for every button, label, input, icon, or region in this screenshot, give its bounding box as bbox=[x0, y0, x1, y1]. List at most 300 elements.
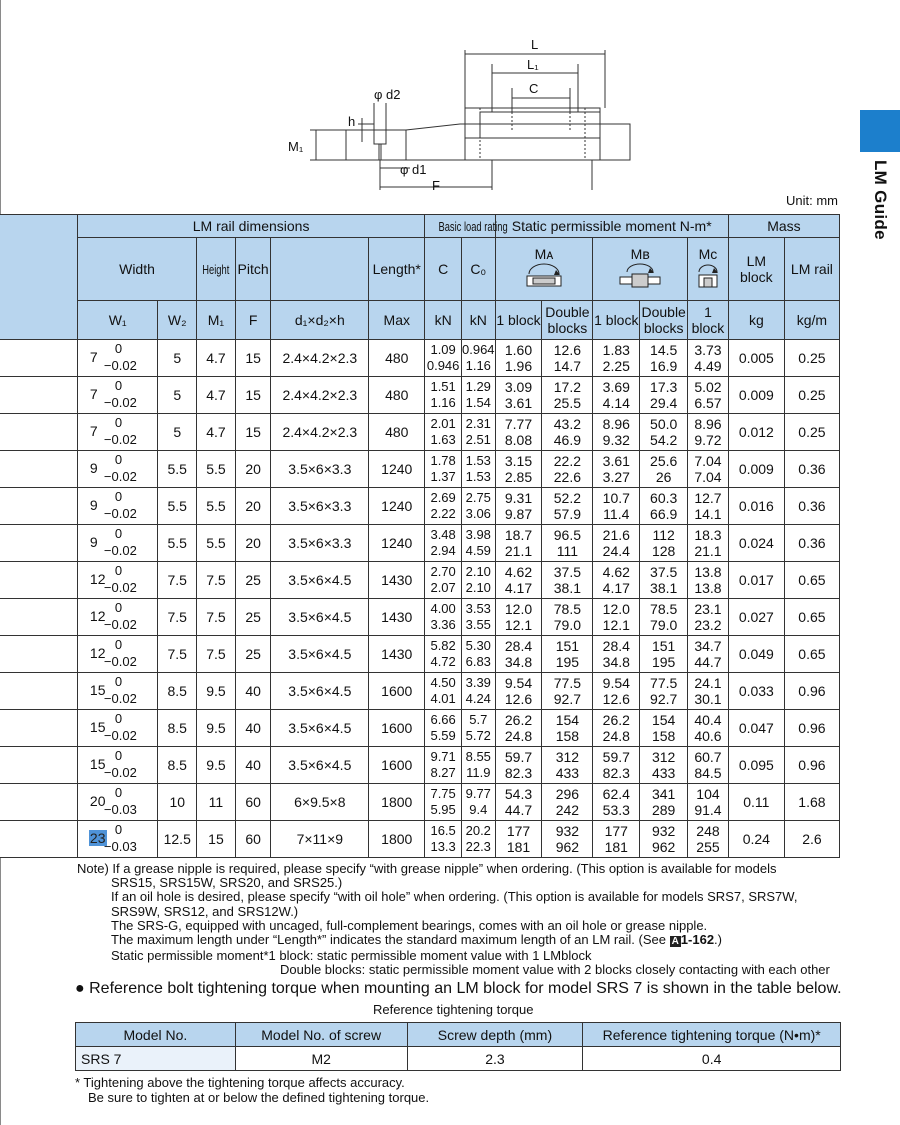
mc-value: 255 bbox=[696, 839, 720, 855]
mb1-value: 12.6 bbox=[602, 691, 630, 707]
cell-ma2 bbox=[542, 784, 593, 821]
mb2-value: 433 bbox=[651, 765, 676, 781]
ma2-value: 22.2 bbox=[553, 453, 582, 469]
mb2-value: 79.0 bbox=[650, 617, 678, 633]
c-value: 9.71 bbox=[430, 749, 456, 764]
c0-value: 1.29 bbox=[465, 379, 491, 394]
note-line: The maximum length under “Length*” indicates the standard maximum length of an LM rail. (See A 1-162.) bbox=[111, 932, 722, 948]
mb-one-block: 1 block bbox=[593, 301, 640, 340]
cell-m1: 7.5 bbox=[197, 636, 236, 673]
cell-ma1 bbox=[495, 377, 542, 414]
mc-value: 14.1 bbox=[694, 506, 722, 522]
cell-c bbox=[425, 784, 462, 821]
cell-ma1 bbox=[495, 636, 542, 673]
table-row bbox=[0, 821, 840, 858]
ma1-value: 7.77 bbox=[504, 416, 533, 432]
cell-f: 20 bbox=[235, 525, 271, 562]
mb1-value: 3.69 bbox=[602, 379, 630, 395]
sym-d: d₁×d₂×h bbox=[271, 301, 369, 340]
cell-block: 0.047 bbox=[728, 710, 784, 747]
cell-w2: 7.5 bbox=[158, 636, 197, 673]
ma1-value: 28.4 bbox=[504, 638, 533, 654]
mc-value: 104 bbox=[696, 786, 720, 802]
cell-max: 1240 bbox=[369, 451, 425, 488]
dim-L1: L₁ bbox=[527, 57, 539, 72]
cell-mc bbox=[688, 747, 729, 784]
cell-c0 bbox=[461, 525, 495, 562]
cell-w2: 5 bbox=[158, 340, 197, 377]
cell-mb2 bbox=[640, 636, 688, 673]
cell-mb2 bbox=[640, 562, 688, 599]
cell-block: 0.11 bbox=[728, 784, 784, 821]
torque-header-model: Model No. bbox=[76, 1023, 236, 1047]
cell-c bbox=[425, 636, 462, 673]
c-value: 16.5 bbox=[430, 823, 456, 838]
cell-w1 bbox=[77, 340, 157, 377]
section-tab[interactable] bbox=[860, 110, 900, 152]
row-stub bbox=[0, 599, 77, 636]
ma1-value: 8.08 bbox=[504, 432, 533, 448]
notes-block bbox=[77, 862, 877, 978]
cell-ma1 bbox=[495, 525, 542, 562]
mb2-value: 60.3 bbox=[650, 490, 678, 506]
cell-f: 20 bbox=[235, 451, 271, 488]
mb1-value: 10.7 bbox=[602, 490, 630, 506]
cell-c0 bbox=[461, 377, 495, 414]
tol-upper: 0 bbox=[114, 452, 123, 467]
cell-block: 0.095 bbox=[728, 747, 784, 784]
mb1-value: 9.32 bbox=[602, 432, 630, 448]
row-stub bbox=[0, 488, 77, 525]
row-stub bbox=[0, 525, 77, 562]
mb1-value: 11.4 bbox=[603, 506, 630, 522]
cell-ma2 bbox=[542, 747, 593, 784]
cell-ma2 bbox=[542, 710, 593, 747]
c0-value: 0.964 bbox=[462, 342, 495, 357]
cell-c0 bbox=[461, 562, 495, 599]
cell-m1: 4.7 bbox=[197, 414, 236, 451]
cell-d: 7×11×9 bbox=[271, 821, 369, 858]
header-C: C bbox=[425, 238, 462, 301]
mb2-value: 38.1 bbox=[650, 580, 678, 596]
table-row bbox=[0, 710, 840, 747]
ma1-value: 3.15 bbox=[504, 453, 533, 469]
cell-max: 480 bbox=[369, 377, 425, 414]
torque-cell-screw: M2 bbox=[235, 1047, 407, 1071]
cell-w2: 7.5 bbox=[158, 562, 197, 599]
mc-value: 30.1 bbox=[694, 691, 722, 707]
cell-c0 bbox=[461, 340, 495, 377]
cell-mc bbox=[688, 821, 729, 858]
cell-c bbox=[425, 599, 462, 636]
cell-w2: 10 bbox=[158, 784, 197, 821]
cell-c0 bbox=[461, 451, 495, 488]
cell-mb1 bbox=[593, 525, 640, 562]
c-value: 4.01 bbox=[430, 691, 456, 706]
w1-value: 12 bbox=[89, 571, 106, 587]
mb2-value: 151 bbox=[651, 638, 676, 654]
mc-value: 13.8 bbox=[694, 564, 722, 580]
table-row bbox=[0, 747, 840, 784]
cell-mb2 bbox=[640, 747, 688, 784]
ma2-value: 46.9 bbox=[553, 432, 582, 448]
cell-m1: 4.7 bbox=[197, 340, 236, 377]
cell-c0 bbox=[461, 784, 495, 821]
c-value: 5.82 bbox=[430, 638, 456, 653]
dim-C: C bbox=[529, 81, 539, 96]
cell-rail: 1.68 bbox=[784, 784, 839, 821]
tol-lower: −0.02 bbox=[103, 691, 137, 706]
mc-value: 7.04 bbox=[694, 469, 722, 485]
cell-ma2 bbox=[542, 414, 593, 451]
unit-kgm: kg/m bbox=[784, 301, 839, 340]
header-mass: Mass bbox=[728, 215, 839, 238]
cell-c0 bbox=[461, 747, 495, 784]
cell-mb1 bbox=[593, 747, 640, 784]
cell-mb1 bbox=[593, 710, 640, 747]
tol-lower: −0.02 bbox=[103, 358, 137, 373]
header-blank bbox=[271, 238, 369, 301]
mb2-value: 112 bbox=[652, 527, 675, 543]
ma2-value: 14.7 bbox=[553, 358, 582, 374]
mc-value: 12.7 bbox=[694, 490, 722, 506]
ma-one-block: 1 block bbox=[495, 301, 542, 340]
mb1-value: 21.6 bbox=[602, 527, 630, 543]
cell-ma1 bbox=[495, 599, 542, 636]
mb1-value: 1.83 bbox=[602, 342, 630, 358]
cell-ma2 bbox=[542, 562, 593, 599]
tol-upper: 0 bbox=[114, 674, 123, 689]
ma2-value: 43.2 bbox=[553, 416, 582, 432]
torque-cell-torque: 0.4 bbox=[583, 1047, 841, 1071]
c-value: 4.50 bbox=[430, 675, 456, 690]
c0-value: 2.10 bbox=[465, 564, 491, 579]
cell-mb1 bbox=[593, 784, 640, 821]
cell-w2: 5 bbox=[158, 414, 197, 451]
ma2-value: 38.1 bbox=[553, 580, 582, 596]
cell-mc bbox=[688, 599, 729, 636]
mc-value: 44.7 bbox=[694, 654, 722, 670]
cell-f: 40 bbox=[235, 673, 271, 710]
cell-f: 15 bbox=[235, 414, 271, 451]
note-line: Static permissible moment*1 block: static permissible moment value with 1 LMblock bbox=[111, 948, 592, 964]
cell-f: 25 bbox=[235, 636, 271, 673]
c-value: 2.01 bbox=[430, 416, 456, 431]
c-value: 2.69 bbox=[430, 490, 456, 505]
c0-value: 1.53 bbox=[465, 453, 491, 468]
cell-w1 bbox=[77, 673, 157, 710]
ma2-value: 78.5 bbox=[553, 601, 582, 617]
dim-F: F bbox=[432, 178, 440, 193]
mc-value: 3.73 bbox=[694, 342, 722, 358]
tol-lower: −0.03 bbox=[103, 802, 137, 817]
cell-w1 bbox=[77, 747, 157, 784]
cell-rail: 0.65 bbox=[784, 562, 839, 599]
cell-ma2 bbox=[542, 525, 593, 562]
c0-value: 8.55 bbox=[465, 749, 491, 764]
ma2-value: 77.5 bbox=[553, 675, 582, 691]
footnote-line: Be sure to tighten at or below the defined tightening torque. bbox=[88, 1089, 430, 1105]
cell-c0 bbox=[461, 710, 495, 747]
dim-M1: M₁ bbox=[288, 139, 304, 154]
ma2-value: 242 bbox=[555, 802, 580, 818]
header-MA: Mᴀ bbox=[495, 238, 593, 301]
cell-d: 3.5×6×3.3 bbox=[271, 488, 369, 525]
mc-value: 248 bbox=[696, 823, 720, 839]
cell-mc bbox=[688, 451, 729, 488]
mb2-value: 77.5 bbox=[650, 675, 678, 691]
w1-value: 9 bbox=[89, 497, 98, 513]
ma2-value: 195 bbox=[555, 654, 580, 670]
tol-upper: 0 bbox=[114, 822, 123, 837]
cell-mb2 bbox=[640, 340, 688, 377]
cell-w1 bbox=[77, 414, 157, 451]
cell-mc bbox=[688, 414, 729, 451]
c-value: 5.95 bbox=[430, 802, 456, 817]
cell-m1: 7.5 bbox=[197, 599, 236, 636]
tol-lower: −0.02 bbox=[103, 506, 137, 521]
cell-mc bbox=[688, 377, 729, 414]
ma2-value: 12.6 bbox=[553, 342, 582, 358]
c-value: 13.3 bbox=[430, 839, 456, 854]
mb1-value: 82.3 bbox=[602, 765, 630, 781]
w1-value: 7 bbox=[89, 423, 98, 439]
c-value: 3.48 bbox=[430, 527, 456, 542]
mb2-value: 932 bbox=[651, 823, 676, 839]
mb1-value: 181 bbox=[604, 839, 628, 855]
ma-rotation-icon bbox=[519, 262, 569, 290]
ma2-value: 932 bbox=[555, 823, 580, 839]
cell-w1 bbox=[77, 821, 157, 858]
mb2-value: 66.9 bbox=[650, 506, 678, 522]
mb2-value: 154 bbox=[651, 712, 676, 728]
cell-mb1 bbox=[593, 414, 640, 451]
mb2-value: 37.5 bbox=[650, 564, 678, 580]
footnote-block bbox=[75, 1076, 429, 1105]
header-height: Height bbox=[197, 238, 236, 301]
ma1-value: 54.3 bbox=[504, 786, 533, 802]
tol-lower: −0.02 bbox=[103, 654, 137, 669]
tol-lower: −0.03 bbox=[103, 839, 137, 854]
table-row bbox=[0, 599, 840, 636]
section-tab-label: LM Guide bbox=[871, 160, 890, 240]
cell-ma2 bbox=[542, 340, 593, 377]
cell-w1 bbox=[77, 636, 157, 673]
mb2-value: 195 bbox=[651, 654, 676, 670]
cell-w1 bbox=[77, 488, 157, 525]
mc-value: 24.1 bbox=[694, 675, 722, 691]
tol-lower: −0.02 bbox=[103, 728, 137, 743]
page-ref-link[interactable]: 1-162 bbox=[680, 932, 715, 948]
note-line: The SRS-G, equipped with uncaged, full-complement bearings, comes with an oil hole or grease nipple. bbox=[111, 917, 708, 933]
table-row bbox=[0, 414, 840, 451]
cell-m1: 15 bbox=[197, 821, 236, 858]
row-stub bbox=[0, 747, 77, 784]
cell-rail: 0.36 bbox=[784, 488, 839, 525]
cell-block: 0.009 bbox=[728, 377, 784, 414]
tol-upper: 0 bbox=[114, 489, 123, 504]
w1-value: 23 bbox=[89, 830, 106, 846]
ma1-value: 9.31 bbox=[504, 490, 533, 506]
row-stub bbox=[0, 821, 77, 858]
w1-value: 12 bbox=[89, 608, 106, 624]
cell-ma2 bbox=[542, 451, 593, 488]
table-row bbox=[0, 525, 840, 562]
header-length: Length* bbox=[369, 238, 425, 301]
note-line: Note) If a grease nipple is required, please specify “with grease nipple” when ordering. (This option is available for models bbox=[77, 861, 777, 876]
cell-mc bbox=[688, 784, 729, 821]
mb2-value: 289 bbox=[651, 802, 676, 818]
ma2-value: 154 bbox=[555, 712, 580, 728]
cell-f: 60 bbox=[235, 784, 271, 821]
ma1-value: 18.7 bbox=[504, 527, 533, 543]
cell-c bbox=[425, 340, 462, 377]
cell-ma1 bbox=[495, 821, 542, 858]
cell-c0 bbox=[461, 821, 495, 858]
cell-m1: 5.5 bbox=[197, 451, 236, 488]
cell-c0 bbox=[461, 488, 495, 525]
cell-c0 bbox=[461, 673, 495, 710]
cell-c0 bbox=[461, 414, 495, 451]
mb1-value: 34.8 bbox=[602, 654, 630, 670]
sym-max: Max bbox=[369, 301, 425, 340]
ma2-value: 151 bbox=[555, 638, 580, 654]
ma1-value: 3.61 bbox=[504, 395, 533, 411]
cell-w2: 5.5 bbox=[158, 488, 197, 525]
cell-m1: 9.5 bbox=[197, 747, 236, 784]
mc-value: 34.7 bbox=[694, 638, 722, 654]
mb1-value: 24.8 bbox=[602, 728, 630, 744]
c0-value: 9.4 bbox=[469, 802, 488, 817]
ma2-value: 111 bbox=[556, 543, 579, 559]
row-stub bbox=[0, 636, 77, 673]
ma2-value: 57.9 bbox=[553, 506, 582, 522]
unit-kg: kg bbox=[728, 301, 784, 340]
mc-value: 23.2 bbox=[694, 617, 722, 633]
cell-c bbox=[425, 821, 462, 858]
cell-block: 0.24 bbox=[728, 821, 784, 858]
tol-lower: −0.02 bbox=[103, 469, 137, 484]
cell-m1: 7.5 bbox=[197, 562, 236, 599]
cell-m1: 4.7 bbox=[197, 377, 236, 414]
cell-max: 1430 bbox=[369, 562, 425, 599]
cell-c bbox=[425, 747, 462, 784]
cell-mb2 bbox=[640, 377, 688, 414]
cell-mb1 bbox=[593, 673, 640, 710]
c0-value: 1.53 bbox=[465, 469, 491, 484]
cell-d: 3.5×6×3.3 bbox=[271, 451, 369, 488]
ma1-value: 1.60 bbox=[504, 342, 533, 358]
cell-ma2 bbox=[542, 377, 593, 414]
header-MB: Mв bbox=[593, 238, 688, 301]
ma1-value: 4.62 bbox=[504, 564, 533, 580]
ma1-value: 82.3 bbox=[504, 765, 533, 781]
c-value: 1.37 bbox=[430, 469, 456, 484]
cell-mc bbox=[688, 340, 729, 377]
mc-value: 6.57 bbox=[694, 395, 722, 411]
cell-d: 3.5×6×3.3 bbox=[271, 525, 369, 562]
header-basic-load: Basic load rating bbox=[425, 215, 495, 238]
mb2-value: 341 bbox=[651, 786, 676, 802]
cell-rail: 0.36 bbox=[784, 525, 839, 562]
table-row bbox=[0, 673, 840, 710]
cell-m1: 5.5 bbox=[197, 525, 236, 562]
cell-c bbox=[425, 451, 462, 488]
cell-f: 15 bbox=[235, 340, 271, 377]
mc-value: 7.04 bbox=[694, 453, 722, 469]
cell-ma1 bbox=[495, 340, 542, 377]
tol-lower: −0.02 bbox=[103, 432, 137, 447]
mb1-value: 12.1 bbox=[602, 617, 630, 633]
c0-value: 20.2 bbox=[465, 823, 491, 838]
cell-f: 40 bbox=[235, 710, 271, 747]
cell-c bbox=[425, 525, 462, 562]
mc-value: 23.1 bbox=[694, 601, 722, 617]
tol-upper: 0 bbox=[114, 748, 123, 763]
mc-value: 60.7 bbox=[694, 749, 722, 765]
dim-h: h bbox=[348, 114, 356, 129]
mb1-value: 9.54 bbox=[602, 675, 630, 691]
cell-block: 0.024 bbox=[728, 525, 784, 562]
cell-c bbox=[425, 414, 462, 451]
row-stub bbox=[0, 710, 77, 747]
cell-ma2 bbox=[542, 821, 593, 858]
mc-value: 84.5 bbox=[694, 765, 722, 781]
ma1-value: 34.8 bbox=[504, 654, 533, 670]
torque-intro: ● Reference bolt tightening torque when mounting an LM block for model SRS 7 is shown in the table below. bbox=[75, 980, 842, 997]
c-value: 7.75 bbox=[430, 786, 456, 801]
w1-value: 9 bbox=[89, 534, 98, 550]
ma1-value: 181 bbox=[506, 839, 531, 855]
row-stub bbox=[0, 340, 77, 377]
cell-ma1 bbox=[495, 747, 542, 784]
cell-w1 bbox=[77, 710, 157, 747]
cell-max: 480 bbox=[369, 414, 425, 451]
tol-upper: 0 bbox=[114, 711, 123, 726]
c0-value: 2.31 bbox=[465, 416, 491, 431]
mb1-value: 62.4 bbox=[602, 786, 630, 802]
dim-d1: φ d1 bbox=[400, 162, 427, 177]
w1-value: 15 bbox=[89, 682, 106, 698]
cell-w1 bbox=[77, 562, 157, 599]
c0-value: 3.98 bbox=[465, 527, 491, 542]
cell-w1 bbox=[77, 451, 157, 488]
cell-c bbox=[425, 673, 462, 710]
torque-cell-depth: 2.3 bbox=[407, 1047, 583, 1071]
cell-mc bbox=[688, 525, 729, 562]
cell-w1 bbox=[77, 784, 157, 821]
cell-mb2 bbox=[640, 599, 688, 636]
cell-mb1 bbox=[593, 451, 640, 488]
cell-rail: 0.36 bbox=[784, 451, 839, 488]
c-value: 4.72 bbox=[430, 654, 456, 669]
c-value: 6.66 bbox=[430, 712, 456, 727]
cell-rail: 0.25 bbox=[784, 340, 839, 377]
cell-max: 1430 bbox=[369, 636, 425, 673]
c-value: 1.63 bbox=[430, 432, 456, 447]
header-stub bbox=[0, 215, 77, 340]
c0-value: 3.53 bbox=[465, 601, 491, 616]
table-row bbox=[0, 636, 840, 673]
mb2-value: 54.2 bbox=[650, 432, 678, 448]
cell-mb2 bbox=[640, 673, 688, 710]
c0-value: 3.55 bbox=[465, 617, 491, 632]
tol-upper: 0 bbox=[114, 415, 123, 430]
mb2-value: 17.3 bbox=[650, 379, 678, 395]
cell-block: 0.049 bbox=[728, 636, 784, 673]
cell-ma2 bbox=[542, 599, 593, 636]
cell-w1 bbox=[77, 377, 157, 414]
